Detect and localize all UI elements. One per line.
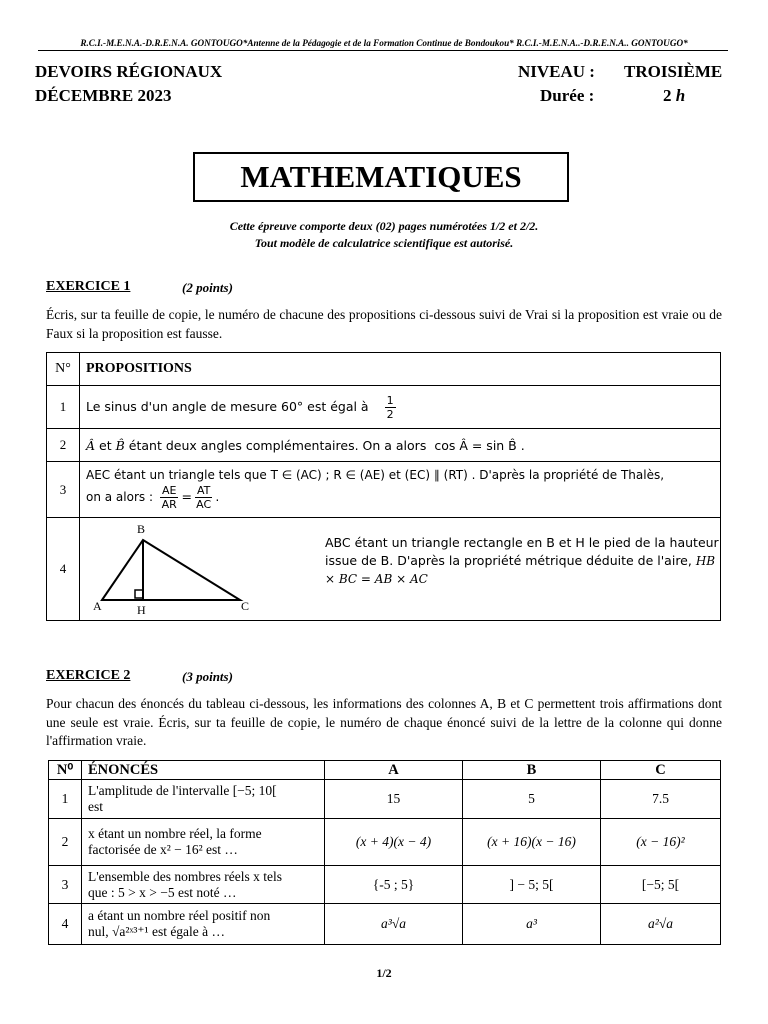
row-number: 4 xyxy=(49,904,82,945)
right-angle-mark xyxy=(135,590,143,598)
exercise2-table xyxy=(48,760,721,945)
exercise1-table xyxy=(46,352,721,621)
exam-date: DÉCEMBRE 2023 xyxy=(35,86,172,105)
prop3-end: . xyxy=(215,489,220,504)
fraction-numerator: AE xyxy=(162,484,177,497)
enonce-2 xyxy=(82,819,325,866)
col-num-header: N⁰ xyxy=(49,761,82,780)
enonce-4 xyxy=(82,904,325,945)
enonce-line2: est xyxy=(88,799,103,814)
answer-c: a²√a xyxy=(601,904,721,945)
proposition-4 xyxy=(80,518,721,621)
table-header-row xyxy=(47,353,721,386)
intro-line-1: Cette épreuve comporte deux (02) pages numérotées 1/2 et 2/2. xyxy=(229,219,539,233)
duree-number: 2 xyxy=(663,86,672,105)
label-h: H xyxy=(137,603,146,617)
triangle-abc xyxy=(102,540,240,600)
row-number: 3 xyxy=(47,462,80,518)
page-number: 1/2 xyxy=(376,966,392,980)
table-row xyxy=(47,386,721,429)
exercise1-points: (2 points) xyxy=(182,280,233,295)
answer-c: 7.5 xyxy=(601,780,721,819)
row-number: 1 xyxy=(49,780,82,819)
duree-label: Durée : xyxy=(540,86,595,105)
fraction-numerator: AT xyxy=(196,484,211,497)
prop2-formula: cos Â = sin B̂ . xyxy=(434,437,525,453)
col-c-header: C xyxy=(601,761,721,780)
table-row xyxy=(49,780,721,819)
exercise1-instructions: Écris, sur ta feuille de copie, le numéro de chacune des propositions ci-dessous suivi de Vrai si la proposition est vraie ou de Faux si la proposition est fausse. xyxy=(46,307,722,341)
row-number: 3 xyxy=(49,866,82,904)
answer-a: 15 xyxy=(325,780,463,819)
table-row xyxy=(49,866,721,904)
table-row xyxy=(49,904,721,945)
prop3-fraction-2 xyxy=(195,484,212,511)
answer-c: (x − 16)² xyxy=(601,819,721,866)
answer-a: a³√a xyxy=(325,904,463,945)
duree-unit: h xyxy=(675,86,686,105)
niveau-label: NIVEAU : xyxy=(518,62,595,81)
enonce-line1: x étant un nombre réel, la forme xyxy=(88,826,262,841)
exercise2-instructions: Pour chacun des énoncés du tableau ci-dessous, les informations des colonnes A, B et C permettent trois affirmations dont une seule est vraie. Écris, sur ta feuille de copie, le numéro de chaque énoncé suivi de la lettre de la colonne qui donne l'affirmation vraie. xyxy=(46,696,722,748)
exercise2-title: EXERCICE 2 xyxy=(46,668,131,683)
prop2-and: et xyxy=(99,437,112,453)
exam-type: DEVOIRS RÉGIONAUX xyxy=(35,62,223,81)
col-a-header: A xyxy=(325,761,463,780)
fraction-denominator: AC xyxy=(196,498,212,511)
enonce-line2: que : 5 > x > −5 est noté … xyxy=(88,884,237,900)
institution-header: R.C.I.-M.E.N.A.-D.R.E.N.A. GONTOUGO*Antenne de la Pédagogie et de la Formation Continue de Bondoukou* R.C.I.-M.E.N.A..-D.R.E.N.A.. GONTOUGO* xyxy=(80,38,688,48)
angle-b: B̂ xyxy=(115,437,125,453)
col-prop-header: PROPOSITIONS xyxy=(80,353,721,386)
answer-c: [−5; 5[ xyxy=(601,866,721,904)
header-rule xyxy=(38,50,728,51)
proposition-1 xyxy=(80,386,721,429)
prop3-fraction-1 xyxy=(160,484,178,511)
proposition-2 xyxy=(80,429,721,462)
row-number: 2 xyxy=(47,429,80,462)
exercise1-title: EXERCICE 1 xyxy=(46,279,131,294)
answer-b: 5 xyxy=(463,780,601,819)
col-enonces-header: ÉNONCÉS xyxy=(82,761,325,780)
subject-title: MATHEMATIQUES xyxy=(193,152,569,202)
prop3-line1: AEC étant un triangle tels que T ∈ (AC) ; R ∈ (AE) et (EC) ∥ (RT) . D'après la propriété de Thalès, xyxy=(86,468,665,482)
fraction-denominator: AR xyxy=(161,498,177,511)
label-a: A xyxy=(93,599,102,613)
fraction-numerator: 1 xyxy=(386,393,394,407)
prop4-text: ABC étant un triangle rectangle en B et H le pied de la hauteur issue de B. D'après la propriété métrique déduite de l'aire, xyxy=(325,535,719,568)
enonce-line2: nul, √a²ˣ³⁺¹ est égale à … xyxy=(88,924,226,939)
enonce-line1: a étant un nombre réel positif non xyxy=(88,908,271,923)
prop1-text: Le sinus d'un angle de mesure 60° est égal à xyxy=(86,398,369,414)
enonce-line1: L'amplitude de l'intervalle [−5; 10[ xyxy=(88,783,277,798)
table-row xyxy=(49,819,721,866)
angle-a: Â xyxy=(86,437,96,453)
niveau-value: TROISIÈME xyxy=(624,62,723,81)
prop4-formula: HB × BC = AB × AC xyxy=(325,554,716,586)
answer-b: a³ xyxy=(463,904,601,945)
enonce-3 xyxy=(82,866,325,904)
triangle-figure xyxy=(90,518,290,619)
exercise2-points: (3 points) xyxy=(182,669,233,684)
table-row xyxy=(47,518,721,621)
answer-a: (x + 4)(x − 4) xyxy=(325,819,463,866)
duree-value xyxy=(663,86,685,106)
answer-b: (x + 16)(x − 16) xyxy=(463,819,601,866)
row-number: 2 xyxy=(49,819,82,866)
enonce-line2: factorisée de x² − 16² est … xyxy=(88,842,238,857)
prop2-text: étant deux angles complémentaires. On a alors xyxy=(128,437,427,453)
enonce-1 xyxy=(82,780,325,819)
proposition-3: AEC étant un triangle tels que T ∈ (AC) ; R ∈ (AE) et (EC) ∥ (RT) . D'après la propriété de Thalès, on a alors : $\frac{AE}{AR}$ = $\frac{AT}{AC}$ . xyxy=(80,462,721,518)
label-c: C xyxy=(241,599,250,613)
col-b-header: B xyxy=(463,761,601,780)
answer-b: ] − 5; 5[ xyxy=(463,866,601,904)
row-number: 4 xyxy=(47,518,80,621)
table-row xyxy=(47,429,721,462)
table-header-row xyxy=(49,761,721,780)
prop1-fraction xyxy=(385,394,396,421)
answer-a: {-5 ; 5} xyxy=(325,866,463,904)
intro-line-2: Tout modèle de calculatrice scientifique est autorisé. xyxy=(254,236,514,250)
table-row xyxy=(47,462,721,518)
enonce-line1: L'ensemble des nombres réels x tels xyxy=(88,868,283,884)
fraction-denominator: 2 xyxy=(386,407,394,421)
prop4-text-block xyxy=(325,534,720,588)
label-b: B xyxy=(137,522,146,536)
prop3-line2: on a alors : xyxy=(86,490,154,504)
col-num-header: N° xyxy=(47,353,80,386)
row-number: 1 xyxy=(47,386,80,429)
